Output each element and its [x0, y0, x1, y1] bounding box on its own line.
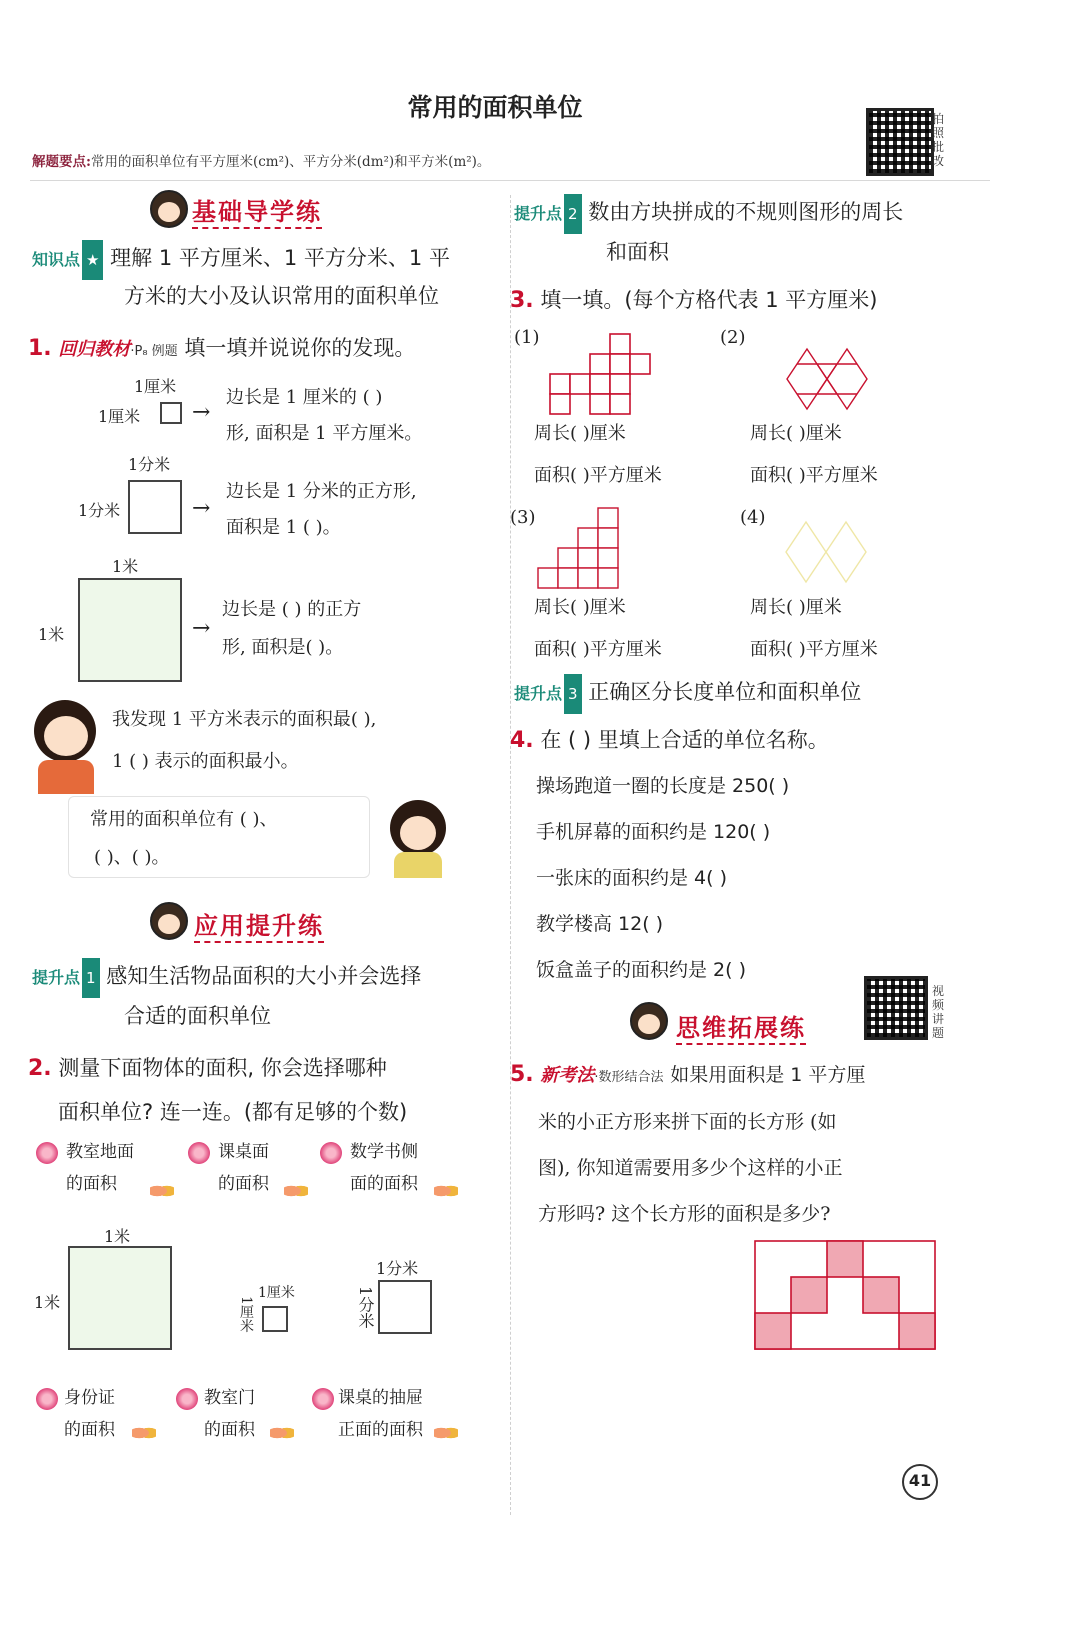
q1-common1: 常用的面积单位有 ( )、: [90, 809, 278, 830]
square-1dm: [128, 480, 182, 534]
q3-3-area: 面积( )平方厘米: [534, 639, 662, 660]
improve-point-label: 提升点: [514, 684, 563, 703]
q5-text2: 米的小正方形来拼下面的长方形 (如: [538, 1111, 837, 1133]
q3-2-area: 面积( )平方厘米: [750, 465, 878, 486]
butterfly-icon: [434, 1182, 458, 1200]
q1-text: 填一填并说说你的发现。: [184, 336, 416, 360]
qr-code-icon[interactable]: [864, 976, 928, 1040]
girl-body-icon: [394, 852, 442, 878]
flower-icon: [188, 1142, 210, 1164]
p1-text1: 感知生活物品面积的大小并会选择: [106, 964, 422, 988]
q1-common2: ( )、( )。: [94, 847, 170, 868]
section-apply: 应用提升练: [194, 906, 324, 943]
butterfly-icon: [150, 1182, 174, 1200]
item-label: 的面积: [204, 1420, 255, 1440]
flower-icon: [320, 1142, 342, 1164]
page-title: 常用的面积单位: [407, 93, 583, 122]
qr-label: 视频讲题: [932, 984, 945, 1040]
q1-subtag: ·P₈ 例题: [130, 344, 178, 359]
q3-4-area: 面积( )平方厘米: [750, 639, 878, 660]
item-label: 课桌的抽屉: [338, 1388, 423, 1408]
square-1m: [78, 578, 182, 682]
q2-sq3-top: 1分米: [376, 1259, 419, 1278]
q2-bottom-item-2[interactable]: [204, 1382, 255, 1446]
column-divider: [510, 195, 511, 1515]
square-1cm: [160, 402, 182, 424]
q2-sq1-top: 1米: [104, 1227, 131, 1246]
item-label: 身份证: [64, 1388, 115, 1408]
kp1-text2: 方米的大小及认识常用的面积单位: [124, 284, 439, 308]
square-1dm-option[interactable]: [378, 1280, 432, 1334]
q2-bottom-item-3[interactable]: [338, 1382, 423, 1446]
improve-point-number: 1: [82, 958, 100, 998]
item-label: 课桌面: [218, 1142, 269, 1162]
tip-label: 解题要点:: [32, 154, 91, 170]
divider: [30, 180, 990, 181]
q3-text: 填一填。(每个方格代表 1 平方厘米): [540, 288, 878, 312]
q2-bottom-item-1[interactable]: [64, 1382, 115, 1446]
q5-line1: [510, 1054, 865, 1098]
q1-r2-left: 1分米: [78, 501, 121, 520]
item-label: 正面的面积: [338, 1420, 423, 1440]
knowledge-point-label: 知识点: [32, 250, 81, 269]
q1-r1-l1: 边长是 1 厘米的 ( ): [226, 387, 383, 408]
q1-r3-l2: 形, 面积是( )。: [222, 637, 344, 658]
section-thinking: 思维拓展练: [676, 1008, 806, 1045]
q3-number: 3.: [510, 288, 534, 313]
q2-top-item-3[interactable]: [350, 1136, 418, 1200]
q4-header: [510, 720, 829, 761]
p3-line: [514, 672, 861, 714]
kp1-line1: [32, 238, 450, 280]
q2-sq1-left: 1米: [34, 1293, 61, 1312]
q1-find1: 我发现 1 平方米表示的面积最( ),: [112, 709, 377, 730]
q1-r2-top: 1分米: [128, 455, 171, 474]
q4-line-1: 操场跑道一圈的长度是 250( ): [536, 775, 790, 797]
q2-sq2-top: 1厘米: [258, 1285, 295, 1301]
q2-sq2-left: 1厘米: [238, 1296, 254, 1333]
q4-text: 在 ( ) 里填上合适的单位名称。: [540, 728, 829, 752]
flower-icon: [176, 1388, 198, 1410]
q5-text3: 图), 你知道需要用多少个这样的小正: [538, 1157, 843, 1179]
q1-r2-l2: 面积是 1 ( )。: [226, 517, 341, 538]
boy-body-icon: [38, 760, 94, 794]
q2-line1: [28, 1048, 387, 1089]
item-label: 教室地面: [66, 1142, 134, 1162]
q3-3-perim: 周长( )厘米: [534, 597, 626, 618]
p1-text2: 合适的面积单位: [124, 1004, 271, 1028]
q1-header: [28, 328, 415, 372]
arrow-icon: →: [192, 616, 211, 641]
q2-top-item-1[interactable]: [66, 1136, 134, 1200]
rectangle-figure: [754, 1240, 936, 1352]
q4-line-3: 一张床的面积约是 4( ): [536, 867, 727, 889]
arrow-icon: →: [192, 496, 211, 521]
q3-4-perim: 周长( )厘米: [750, 597, 842, 618]
q5-text1: 如果用面积是 1 平方厘: [670, 1064, 866, 1086]
p2-text2: 和面积: [606, 240, 669, 264]
qr-code-icon[interactable]: [866, 108, 934, 176]
q1-r3-l1: 边长是 ( ) 的正方: [222, 599, 362, 620]
boy-mascot-icon: [630, 1002, 668, 1040]
q1-r1-top: 1厘米: [134, 377, 177, 396]
q3-item-2: (2): [720, 327, 746, 348]
q5-tag: 新考法: [540, 1065, 595, 1086]
q1-r1-left: 1厘米: [98, 407, 141, 426]
star-icon: ★: [82, 240, 103, 280]
q1-number: 1.: [28, 336, 52, 361]
flower-icon: [36, 1142, 58, 1164]
q5-subtag: ·数形结合法: [594, 1070, 664, 1085]
shape-1: [540, 330, 660, 422]
item-label: 教室门: [204, 1388, 255, 1408]
boy-mascot-icon: [150, 902, 188, 940]
q1-r1-l2: 形, 面积是 1 平方厘米。: [226, 423, 423, 444]
boy-mascot-icon: [150, 190, 188, 228]
improve-point-number: 3: [564, 674, 582, 714]
arrow-icon: →: [192, 400, 211, 425]
section-basic: 基础导学练: [192, 192, 322, 229]
tip-text: 常用的面积单位有平方厘米(cm²)、平方分米(dm²)和平方米(m²)。: [90, 154, 491, 170]
girl-avatar-icon: [390, 800, 446, 856]
q3-item-4: (4): [740, 507, 766, 528]
q3-1-area: 面积( )平方厘米: [534, 465, 662, 486]
q4-line-2: 手机屏幕的面积约是 120( ): [536, 821, 771, 843]
q3-1-perim: 周长( )厘米: [534, 423, 626, 444]
q3-header: [510, 280, 877, 321]
qr-label: 拍照批改: [932, 112, 945, 168]
p1-line1: [32, 956, 421, 998]
q4-line-4: 教学楼高 12( ): [536, 913, 664, 935]
q5-number: 5.: [510, 1062, 534, 1087]
flower-icon: [312, 1388, 334, 1410]
q1-r2-l1: 边长是 1 分米的正方形,: [226, 481, 417, 502]
q2-sq3-left: 1分米: [356, 1286, 375, 1329]
shape-2: [782, 344, 882, 414]
q3-2-perim: 周长( )厘米: [750, 423, 842, 444]
q3-item-3: (3): [510, 507, 536, 528]
p2-line1: [514, 192, 903, 234]
flower-icon: [36, 1388, 58, 1410]
item-label: 的面积: [66, 1174, 117, 1194]
tip-line: [32, 150, 490, 170]
q5-text4: 方形吗? 这个长方形的面积是多少?: [538, 1203, 831, 1225]
page-number: 41: [902, 1464, 938, 1500]
q2-number: 2.: [28, 1056, 52, 1081]
q4-number: 4.: [510, 728, 534, 753]
item-label: 的面积: [218, 1174, 269, 1194]
p2-text1: 数由方块拼成的不规则图形的周长: [588, 200, 904, 224]
q1-find2: 1 ( ) 表示的面积最小。: [112, 751, 299, 772]
improve-point-number: 2: [564, 194, 582, 234]
q3-item-1: (1): [514, 327, 540, 348]
q1-tag: 回归教材: [58, 339, 131, 360]
shape-3: [536, 502, 636, 596]
kp1-text1: 理解 1 平方厘米、1 平方分米、1 平: [110, 246, 450, 270]
butterfly-icon: [434, 1424, 458, 1442]
square-1cm-option[interactable]: [262, 1306, 288, 1332]
item-label: 面的面积: [350, 1174, 418, 1194]
boy-face-icon: [44, 716, 88, 756]
square-1m-option[interactable]: [68, 1246, 172, 1350]
q2-top-item-2[interactable]: [218, 1136, 269, 1200]
shape-4: [776, 512, 876, 592]
q2-text2: 面积单位? 连一连。(都有足够的个数): [58, 1100, 408, 1124]
improve-point-label: 提升点: [514, 204, 563, 223]
q2-text1: 测量下面物体的面积, 你会选择哪种: [58, 1056, 387, 1080]
butterfly-icon: [132, 1424, 156, 1442]
item-label: 数学书侧: [350, 1142, 418, 1162]
q1-r3-top: 1米: [112, 557, 139, 576]
butterfly-icon: [284, 1182, 308, 1200]
q1-r3-left: 1米: [38, 625, 65, 644]
butterfly-icon: [270, 1424, 294, 1442]
item-label: 的面积: [64, 1420, 115, 1440]
q4-line-5: 饭盒盖子的面积约是 2( ): [536, 959, 746, 981]
improve-point-label: 提升点: [32, 968, 81, 987]
p3-text: 正确区分长度单位和面积单位: [588, 680, 862, 704]
